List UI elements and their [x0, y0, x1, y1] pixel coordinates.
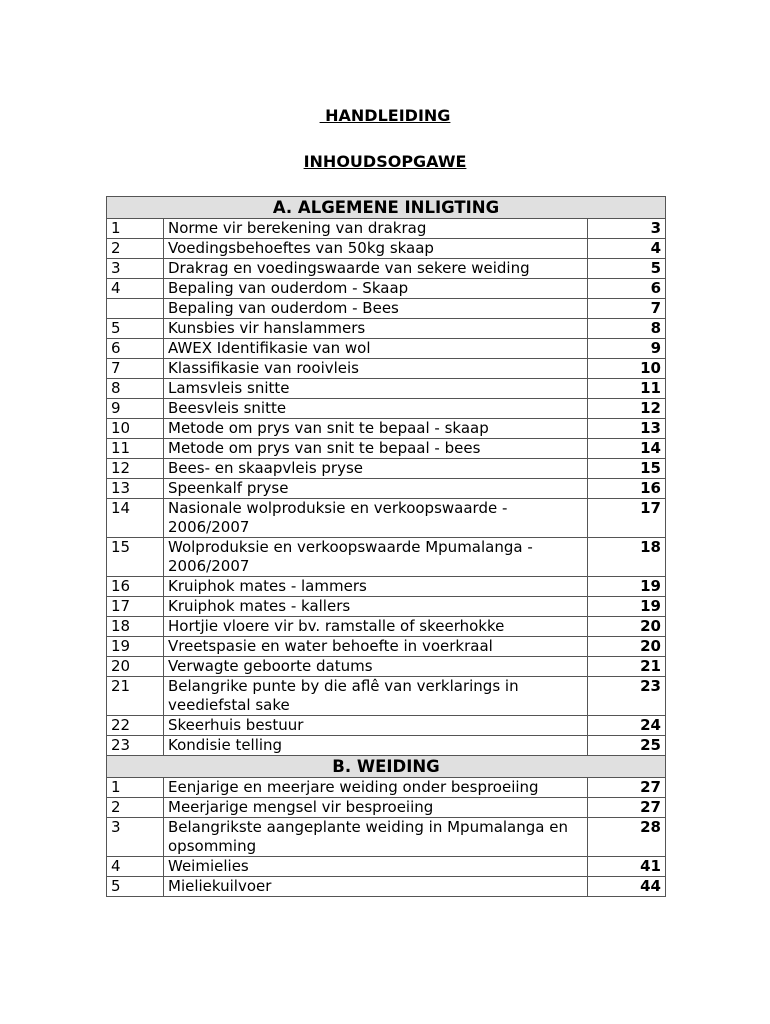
entry-title: Voedingsbehoeftes van 50kg skaap [164, 239, 588, 259]
entry-page: 41 [588, 857, 666, 877]
toc-row [107, 818, 666, 857]
toc-title: INHOUDSOPGAWE [303, 152, 467, 171]
entry-title: Verwagte geboorte datums [164, 657, 588, 677]
toc-row [107, 239, 666, 259]
entry-title: Wolproduksie en verkoopswaarde Mpumalanga - 2006/2007 [164, 538, 588, 577]
entry-page: 19 [588, 577, 666, 597]
toc-body [107, 197, 666, 897]
entry-page: 13 [588, 419, 666, 439]
entry-title: Eenjarige en meerjare weiding onder besproeiing [164, 778, 588, 798]
entry-number: 14 [107, 499, 164, 538]
entry-page: 23 [588, 677, 666, 716]
toc-row [107, 798, 666, 818]
entry-number: 21 [107, 677, 164, 716]
entry-number: 10 [107, 419, 164, 439]
entry-page: 3 [588, 219, 666, 239]
entry-number: 16 [107, 577, 164, 597]
toc-row [107, 259, 666, 279]
entry-title: Vreetspasie en water behoefte in voerkraal [164, 637, 588, 657]
entry-title: Mieliekuilvoer [164, 877, 588, 897]
entry-page: 27 [588, 798, 666, 818]
entry-page: 19 [588, 597, 666, 617]
toc-row [107, 319, 666, 339]
toc-row [107, 617, 666, 637]
toc-row [107, 637, 666, 657]
entry-title: Klassifikasie van rooivleis [164, 359, 588, 379]
entry-number: 4 [107, 279, 164, 299]
entry-title: Kruiphok mates - kallers [164, 597, 588, 617]
entry-number: 23 [107, 736, 164, 756]
entry-page: 17 [588, 499, 666, 538]
entry-page: 11 [588, 379, 666, 399]
entry-page: 20 [588, 637, 666, 657]
section-header [107, 756, 666, 778]
section-header [107, 197, 666, 219]
entry-title: Skeerhuis bestuur [164, 716, 588, 736]
toc-row [107, 279, 666, 299]
toc-row [107, 359, 666, 379]
toc-row [107, 857, 666, 877]
entry-page: 12 [588, 399, 666, 419]
toc-row [107, 677, 666, 716]
toc-row [107, 736, 666, 756]
entry-number: 2 [107, 239, 164, 259]
entry-number: 13 [107, 479, 164, 499]
toc-row [107, 439, 666, 459]
entry-title: Belangrikste aangeplante weiding in Mpumalanga en opsomming [164, 818, 588, 857]
entry-number: 4 [107, 857, 164, 877]
entry-number: 7 [107, 359, 164, 379]
entry-number: 22 [107, 716, 164, 736]
entry-number: 15 [107, 538, 164, 577]
entry-title: Lamsvleis snitte [164, 379, 588, 399]
entry-page: 27 [588, 778, 666, 798]
toc-row [107, 538, 666, 577]
entry-title: Metode om prys van snit te bepaal - bees [164, 439, 588, 459]
entry-page: 28 [588, 818, 666, 857]
entry-title: Weimielies [164, 857, 588, 877]
entry-page: 18 [588, 538, 666, 577]
entry-title: Nasionale wolproduksie en verkoopswaarde - 2006/2007 [164, 499, 588, 538]
entry-title: Kondisie telling [164, 736, 588, 756]
entry-title: Bees- en skaapvleis pryse [164, 459, 588, 479]
entry-number [107, 299, 164, 319]
toc-row [107, 479, 666, 499]
entry-page: 7 [588, 299, 666, 319]
entry-number: 12 [107, 459, 164, 479]
entry-page: 8 [588, 319, 666, 339]
toc-row [107, 877, 666, 897]
entry-number: 11 [107, 439, 164, 459]
entry-number: 18 [107, 617, 164, 637]
entry-title: Bepaling van ouderdom - Skaap [164, 279, 588, 299]
entry-title: Speenkalf pryse [164, 479, 588, 499]
toc-row [107, 778, 666, 798]
entry-title: Drakrag en voedingswaarde van sekere weiding [164, 259, 588, 279]
entry-page: 16 [588, 479, 666, 499]
entry-number: 5 [107, 877, 164, 897]
entry-title: Bepaling van ouderdom - Bees [164, 299, 588, 319]
entry-title: Meerjarige mengsel vir besproeiing [164, 798, 588, 818]
entry-page: 9 [588, 339, 666, 359]
entry-number: 2 [107, 798, 164, 818]
toc-table [106, 196, 666, 897]
entry-number: 3 [107, 259, 164, 279]
entry-page: 15 [588, 459, 666, 479]
toc-row [107, 459, 666, 479]
toc-row [107, 657, 666, 677]
entry-number: 6 [107, 339, 164, 359]
entry-number: 1 [107, 219, 164, 239]
entry-title: Kunsbies vir hanslammers [164, 319, 588, 339]
toc-row [107, 716, 666, 736]
entry-page: 21 [588, 657, 666, 677]
entry-page: 20 [588, 617, 666, 637]
entry-number: 17 [107, 597, 164, 617]
entry-page: 24 [588, 716, 666, 736]
entry-number: 1 [107, 778, 164, 798]
toc-row [107, 577, 666, 597]
entry-number: 5 [107, 319, 164, 339]
entry-number: 8 [107, 379, 164, 399]
entry-page: 14 [588, 439, 666, 459]
entry-page: 6 [588, 279, 666, 299]
entry-title: Metode om prys van snit te bepaal - skaap [164, 419, 588, 439]
toc-row [107, 419, 666, 439]
toc-row [107, 399, 666, 419]
entry-number: 20 [107, 657, 164, 677]
toc-row [107, 339, 666, 359]
toc-row [107, 219, 666, 239]
entry-number: 19 [107, 637, 164, 657]
toc-row [107, 597, 666, 617]
entry-title: Hortjie vloere vir bv. ramstalle of skeerhokke [164, 617, 588, 637]
entry-page: 25 [588, 736, 666, 756]
toc-row [107, 379, 666, 399]
entry-title: AWEX Identifikasie van wol [164, 339, 588, 359]
entry-page: 5 [588, 259, 666, 279]
entry-page: 44 [588, 877, 666, 897]
section-heading: B. WEIDING [107, 756, 666, 778]
toc-row [107, 499, 666, 538]
entry-page: 4 [588, 239, 666, 259]
document-title: HANDLEIDING [319, 106, 451, 125]
section-heading: A. ALGEMENE INLIGTING [107, 197, 666, 219]
entry-number: 9 [107, 399, 164, 419]
entry-title: Beesvleis snitte [164, 399, 588, 419]
entry-number: 3 [107, 818, 164, 857]
entry-title: Kruiphok mates - lammers [164, 577, 588, 597]
toc-row [107, 299, 666, 319]
entry-page: 10 [588, 359, 666, 379]
entry-title: Belangrike punte by die aflê van verklarings in veediefstal sake [164, 677, 588, 716]
entry-title: Norme vir berekening van drakrag [164, 219, 588, 239]
